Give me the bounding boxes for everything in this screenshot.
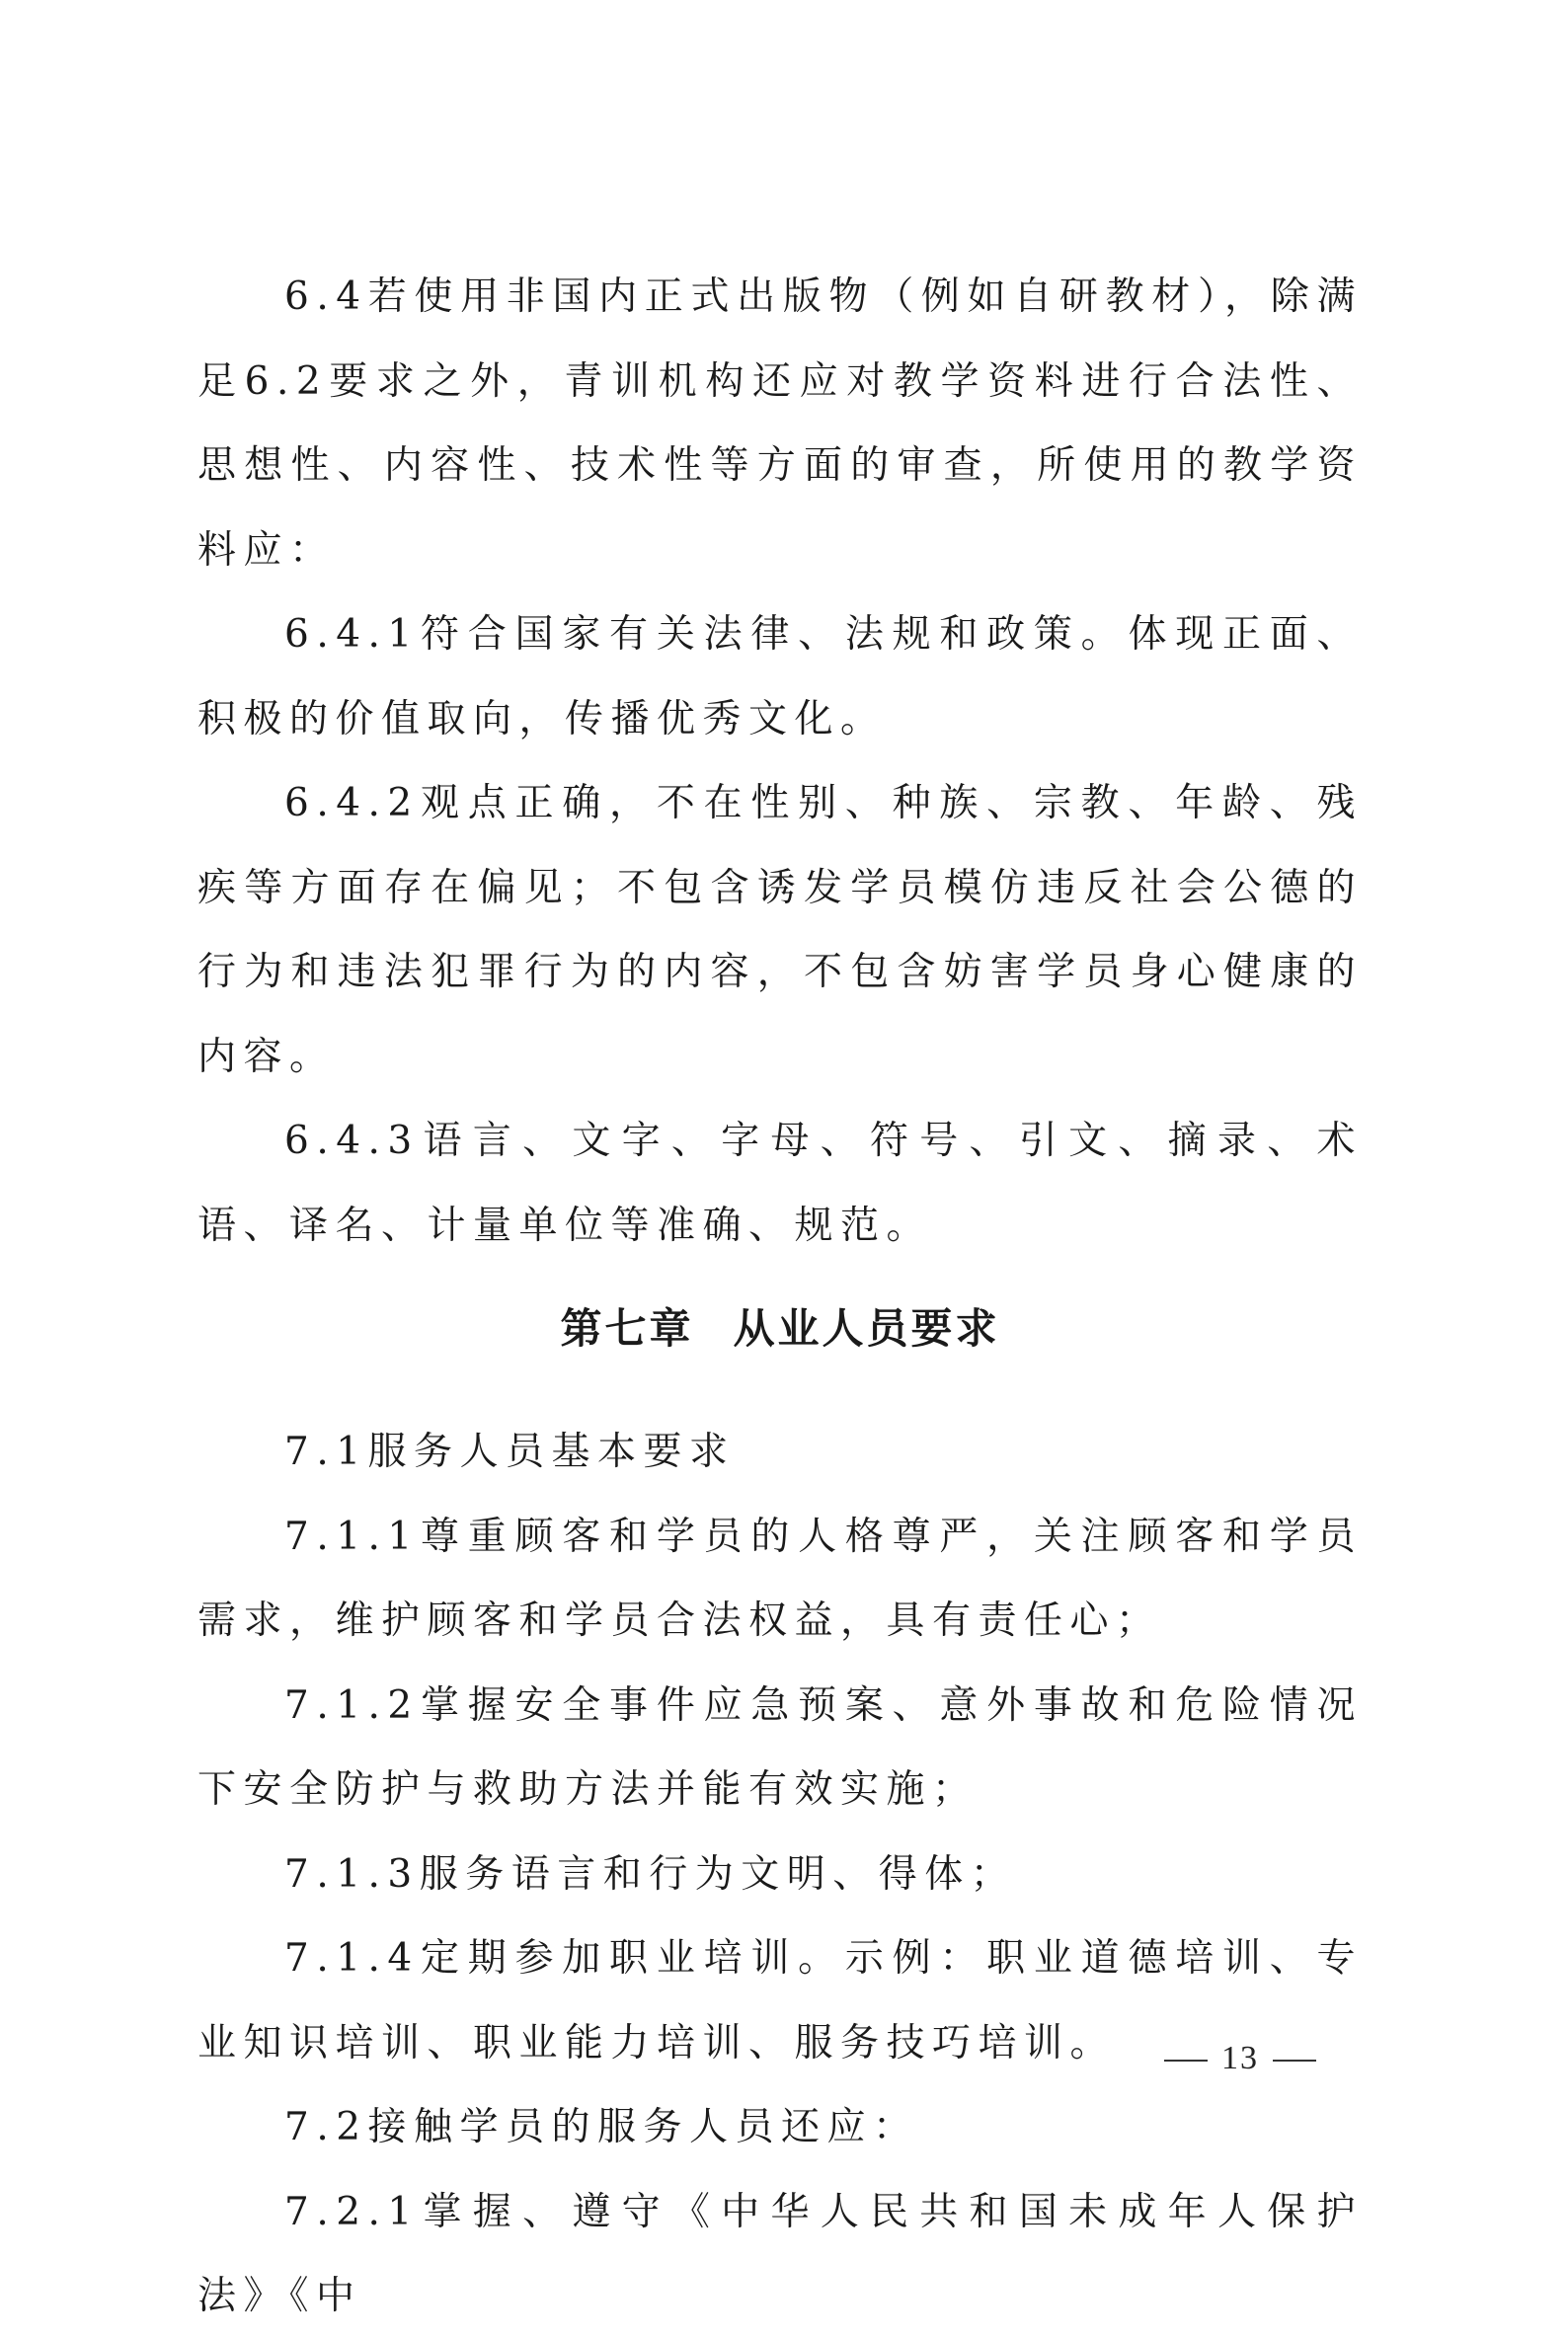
page-number-value: 13 xyxy=(1221,2040,1259,2076)
page-number-right-dash xyxy=(1273,2060,1316,2062)
page-number xyxy=(1150,2040,1330,2077)
paragraph-7-1-3: 7.1.3服务语言和行为文明、得体； xyxy=(284,1851,1017,1897)
paragraph-7-1-1: 7.1.1尊重顾客和学员的人格尊严，关注顾客和学员需求，维护顾客和学员合法权益，具有责任心； xyxy=(197,1514,1363,1643)
paragraph-6-4-3: 6.4.3语言、文字、字母、符号、引文、摘录、术语、译名、计量单位等准确、规范。 xyxy=(197,1119,1363,1248)
chapter-title: 从业人员要求 xyxy=(733,1304,1000,1353)
page-number-left-dash xyxy=(1164,2060,1208,2062)
paragraph-6-4-1: 6.4.1符合国家有关法律、法规和政策。体现正面、积极的价值取向，传播优秀文化。 xyxy=(197,612,1363,741)
paragraph-7-1-2: 7.1.2掌握安全事件应急预案、意外事故和危险情况下安全防护与救助方法并能有效实施； xyxy=(197,1682,1363,1812)
page-content xyxy=(197,255,1363,2339)
chapter-number: 第七章 xyxy=(560,1304,694,1353)
paragraph-7-2-1: 7.2.1掌握、遵守《中华人民共和国未成年人保护法》《中 xyxy=(197,2189,1363,2318)
paragraph-7-1: 7.1服务人员基本要求 xyxy=(284,1430,736,1474)
paragraph-7-2: 7.2接触学员的服务人员还应： xyxy=(284,2105,919,2149)
chapter-heading xyxy=(197,1280,1363,1378)
paragraph-7-1-4: 7.1.4定期参加职业培训。示例：职业道德培训、专业知识培训、职业能力培训、服务技巧培训。 xyxy=(197,1936,1363,2066)
paragraph-6-4-2: 6.4.2观点正确，不在性别、种族、宗教、年龄、残疾等方面存在偏见；不包含诱发学员模仿违反社会公德的行为和违法犯罪行为的内容，不包含妨害学员身心健康的内容。 xyxy=(197,781,1363,1079)
paragraph-6-4: 6.4若使用非国内正式出版物（例如自研教材），除满足6.2要求之外，青训机构还应对教学资料进行合法性、思想性、内容性、技术性等方面的审查，所使用的教学资料应： xyxy=(197,274,1363,573)
